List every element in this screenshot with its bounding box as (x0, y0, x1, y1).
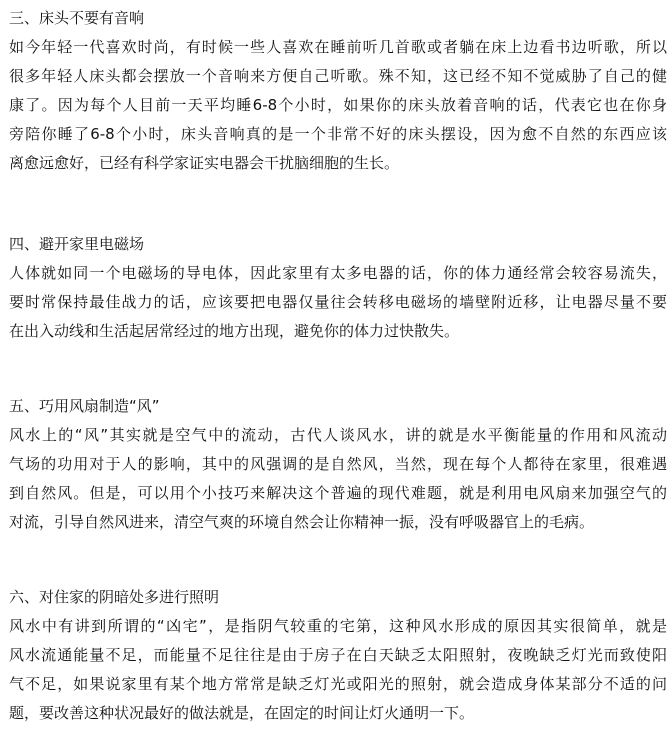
paragraph-line: 很多年轻人床头都会摆放一个音响来方便自己听歌。殊不知，这已经不知不觉威胁了自己的健 (9, 67, 667, 85)
paragraph-line: 到自然风。但是，可以用个小技巧来解决这个普遍的现代难题，就是利用电风扇来加强空气的 (9, 484, 667, 502)
paragraph-line: 题，要改善这种状况最好的做法就是，在固定的时间让灯火通明一下。 (9, 704, 475, 722)
section-bedside-speaker (9, 8, 667, 182)
section-electromagnetic-field (9, 234, 667, 350)
paragraph-line: 旁陪你睡了6-8个小时，床头音响真的是一个非常不好的床头摆设，因为愈不自然的东西应该 (9, 125, 667, 143)
paragraph-line: 风水流通能量不足，而能量不足往往是由于房子在白天缺乏太阳照射，夜晚缺乏灯光而致使阳 (9, 646, 667, 664)
section-heading: 四、避开家里电磁场 (9, 235, 145, 253)
paragraph-line: 如今年轻一代喜欢时尚，有时候一些人喜欢在睡前听几首歌或者躺在床上边看书边听歌，所以 (9, 38, 667, 56)
paragraph-line: 气不足，如果说家里有某个地方常常是缺乏灯光或阳光的照射，就会造成身体某部分不适的问 (9, 675, 667, 693)
paragraph-line: 风水上的“风”其实就是空气中的流动，古代人谈风水，讲的就是水平衡能量的作用和风流动 (9, 426, 667, 444)
paragraph-line: 离愈远愈好，已经有科学家证实电器会干扰脑细胞的生长。 (9, 154, 400, 172)
paragraph-line: 在出入动线和生活起居常经过的地方出现，避免你的体力过快散失。 (9, 322, 460, 340)
section-heading: 六、对住家的阴暗处多进行照明 (9, 588, 220, 606)
paragraph-line: 气场的功用对于人的影响，其中的风强调的是自然风，当然，现在每个人都待在家里，很难遇 (9, 455, 667, 473)
section-heading: 五、巧用风扇制造“风” (9, 397, 160, 415)
section-electric-fan (9, 396, 667, 541)
section-heading: 三、床头不要有音响 (9, 9, 145, 27)
paragraph-line: 风水中有讲到所谓的“凶宅”，是指阴气较重的宅第，这种风水形成的原因其实很简单，就是 (9, 617, 667, 635)
paragraph-line: 对流，引导自然风进来，清空气爽的环境自然会让你精神一振，没有呼吸器官上的毛病。 (9, 513, 595, 531)
section-lighting (9, 587, 667, 732)
paragraph-line: 康了。因为每个人目前一天平均睡6-8个小时，如果你的床头放着音响的话，代表它也在你身 (9, 96, 667, 114)
paragraph-line: 要时常保持最佳战力的话，应该要把电器仅量往会转移电磁场的墙壁附近移，让电器尽量不要 (9, 293, 667, 311)
paragraph-line: 人体就如同一个电磁场的导电体，因此家里有太多电器的话，你的体力通经常会较容易流失， (9, 264, 667, 282)
